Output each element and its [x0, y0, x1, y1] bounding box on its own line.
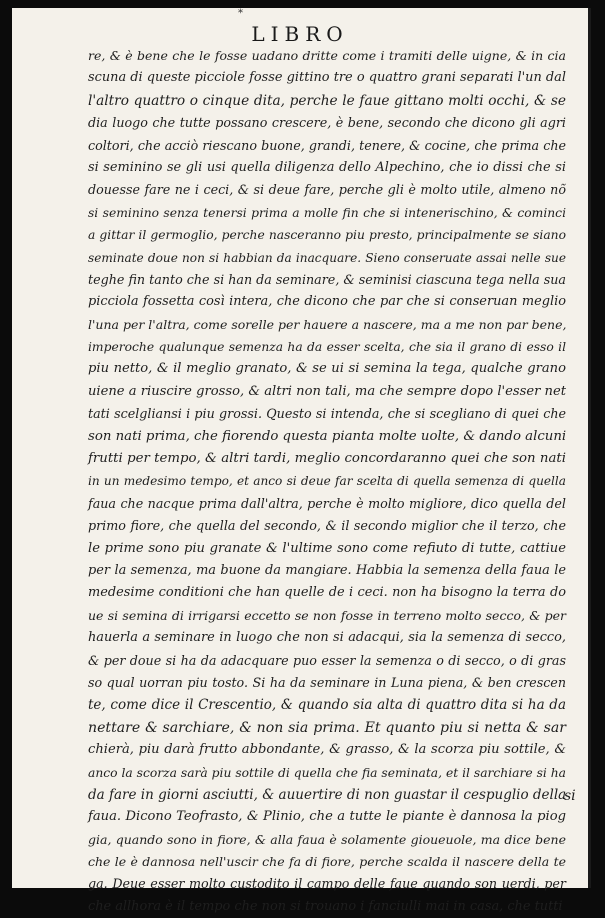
text-line: che le è dannosa nell'uscir che fa di fiore, perche scalda il nascere della te — [88, 854, 566, 870]
text-line: in un medesimo tempo, et anco si deue far scelta di quella semenza di quella — [88, 474, 566, 489]
text-line: douesse fare ne i ceci, & si deue fare, perche gli è molto utile, almeno nõ — [88, 182, 566, 198]
text-line: dia luogo che tutte possano crescere, è bene, secondo che dicono gli agri — [88, 115, 566, 131]
text-line: primo fiore, che quella del secondo, & il secondo miglior che il terzo, che — [88, 518, 566, 534]
text-line: ue si semina di irrigarsi eccetto se non fosse in terreno molto secco, & per — [88, 607, 566, 623]
text-line: son nati prima, che fiorendo questa pianta molte uolte, & dando alcuni — [88, 428, 567, 444]
text-line: per la semenza, ma buone da mangiare. Habbia la semenza della faua le — [88, 562, 566, 578]
text-line: hauerla a seminare in luogo che non si adacqui, sia la semenza di secco, — [88, 630, 566, 646]
text-line: piu netto, & il meglio granato, & se ui si semina la tega, qualche grano — [88, 361, 566, 377]
text-line: a gittar il germoglio, perche nasceranno piu presto, principalmente se siano — [88, 228, 566, 243]
text-line: re, & è bene che le fosse uadano dritte come i tramiti delle uigne, & in cia — [88, 48, 566, 63]
text-line: & per doue si ha da adacquare puo esser la semenza o di secco, o di gras — [88, 652, 566, 668]
catchword: si — [564, 788, 576, 804]
text-line: faua che nacque prima dall'altra, perche è molto migliore, dico quella del — [88, 495, 566, 511]
text-line: frutti per tempo, & altri tardi, meglio concordaranno quei che son nati — [88, 451, 566, 467]
text-line: nettare & sarchiare, & non sia prima. Et quanto piu si netta & sar — [88, 719, 566, 736]
body-text — [88, 45, 566, 918]
corner-mark: * — [238, 8, 243, 19]
text-line: imperoche qualunque semenza ha da esser scelta, che sia il grano di esso il — [88, 340, 566, 355]
text-line: so qual uorran piu tosto. Si ha da seminare in Luna piena, & ben crescen — [88, 674, 566, 690]
text-line: coltori, che acciò riescano buone, grandi, tenere, & cocine, che prima che — [88, 137, 566, 153]
text-line: chierà, piu darà frutto abbondante, & grasso, & la scorza piu sottile, & — [88, 742, 566, 758]
text-line: te, come dice il Crescentio, & quando sia alta di quattro dita si ha da — [88, 697, 566, 714]
book-page — [12, 8, 591, 914]
text-line: medesime conditioni che han quelle de i ceci. non ha bisogno la terra do — [88, 585, 566, 601]
text-line: picciola fossetta così intera, che dicono che par che si conseruan meglio — [88, 294, 566, 310]
running-head: LIBRO — [251, 22, 349, 46]
text-line: seminate doue non si habbian da inacquare. Sieno conseruate assai nelle sue — [88, 250, 566, 265]
text-line: faua. Dicono Teofrasto, & Plinio, che a tutte le piante è dannosa la piog — [88, 809, 566, 825]
text-line: anco la scorza sarà piu sottile di quella che fia seminata, et il sarchiare si ha — [88, 765, 566, 780]
text-line: ga. Deue esser molto custodito il campo delle faue quando son uerdi, per — [88, 876, 566, 892]
text-line: gia, quando sono in fiore, & alla faua è solamente gioueuole, ma dice bene — [88, 831, 566, 847]
text-line: che allhora è il tempo che non si trouano i fanciulli mai in casa, che tutti — [88, 898, 563, 914]
text-line: le prime sono piu granate & l'ultime sono come refiuto di tutte, cattiue — [88, 540, 566, 556]
text-line: teghe fin tanto che si han da seminare, & seminisi ciascuna tega nella sua — [88, 271, 566, 287]
text-line: da fare in giorni asciutti, & auuertire di non guastar il cespuglio della — [88, 786, 567, 803]
text-line: si seminino senza tenersi prima a molle fin che si intenerischino, & cominci — [88, 205, 566, 220]
text-line: uiene a riuscire grosso, & altri non tali, ma che sempre dopo l'esser net — [88, 383, 566, 399]
text-line: l'una per l'altra, come sorelle per hauere a nascere, ma a me non par bene, — [88, 316, 567, 332]
text-line: tati scelgliansi i piu grossi. Questo si intenda, che si scegliano di quei che — [88, 406, 566, 422]
text-line: si seminino se gli usi quella diligenza dello Alpechino, che io dissi che si — [88, 159, 566, 175]
text-line: scuna di queste picciole fosse gittino tre o quattro grani separati l'un dal — [88, 70, 566, 86]
text-line: l'altro quattro o cinque dita, perche le faue gittano molti occhi, & se — [88, 92, 566, 109]
